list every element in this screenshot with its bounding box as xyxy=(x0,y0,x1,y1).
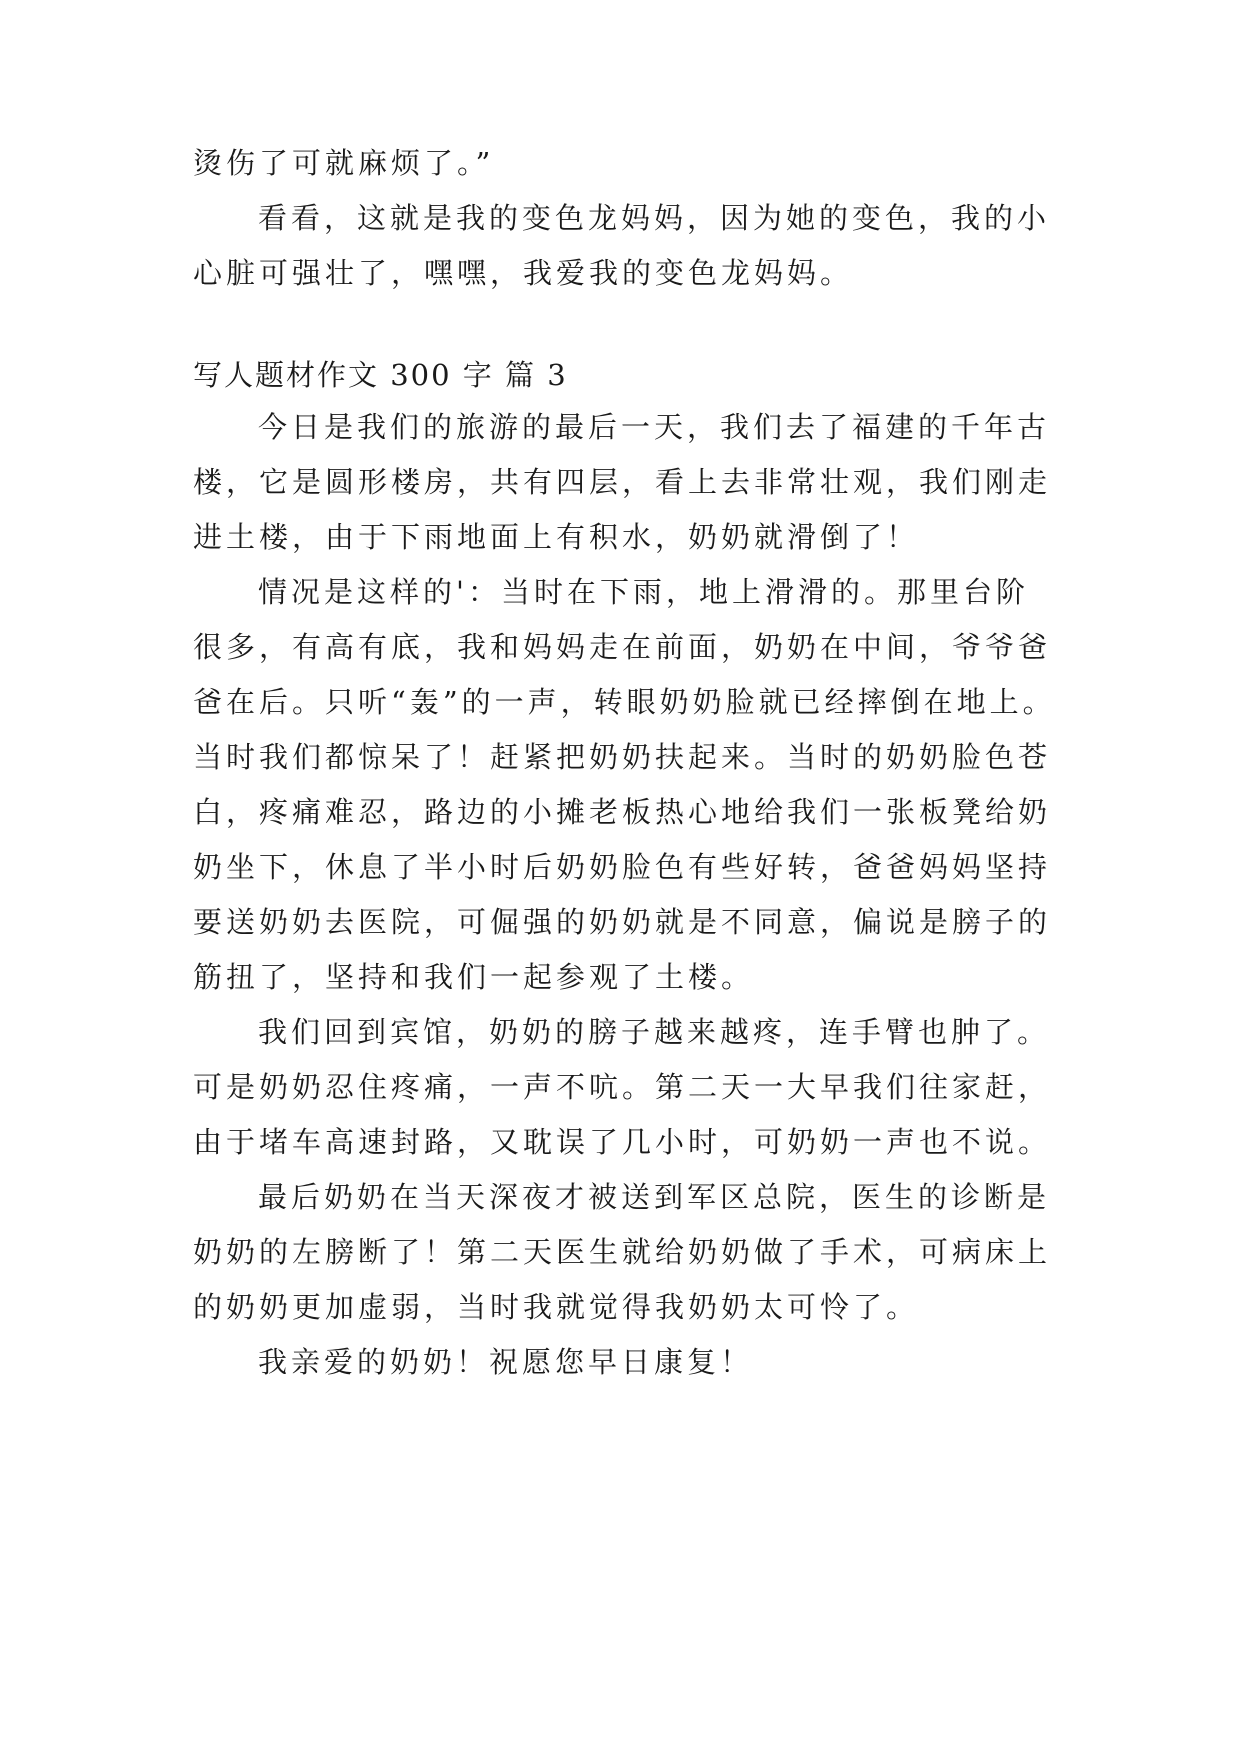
text-line: 由于堵车高速封路，又耽误了几小时，可奶奶一声也不说。 xyxy=(193,1125,1052,1159)
text-line: 楼，它是圆形楼房，共有四层，看上去非常壮观，我们刚走 xyxy=(193,465,1052,499)
paragraph-start: 我们回到宾馆，奶奶的膀子越来越疼，连手臂也肿了。 xyxy=(258,1015,1051,1049)
text-line: 爸在后。只听“轰”的一声，转眼奶奶脸就已经摔倒在地上。 xyxy=(193,685,1056,719)
paragraph-start: 最后奶奶在当天深夜才被送到军区总院，医生的诊断是 xyxy=(258,1180,1051,1214)
text-line: 进土楼，由于下雨地面上有积水，奶奶就滑倒了！ xyxy=(193,520,920,554)
text-line: 心脏可强壮了，嘿嘿，我爱我的变色龙妈妈。 xyxy=(193,256,854,290)
text-line: 白，疼痛难忍，路边的小摊老板热心地给我们一张板凳给奶 xyxy=(193,795,1052,829)
text-line: 很多，有高有底，我和妈妈走在前面，奶奶在中间，爷爷爸 xyxy=(193,630,1052,664)
text-line: 可是奶奶忍住疼痛，一声不吭。第二天一大早我们往家赶， xyxy=(193,1070,1052,1104)
section-heading: 写人题材作文 300 字 篇 3 xyxy=(193,358,568,392)
text-line: 烫伤了可就麻烦了。” xyxy=(193,146,495,180)
text-line: 奶坐下，休息了半小时后奶奶脸色有些好转，爸爸妈妈坚持 xyxy=(193,850,1052,884)
paragraph-start: 情况是这样的'：当时在下雨，地上滑滑的。那里台阶 xyxy=(258,575,1029,609)
paragraph-start: 今日是我们的旅游的最后一天，我们去了福建的千年古 xyxy=(258,410,1051,444)
text-line: 要送奶奶去医院，可倔强的奶奶就是不同意，偏说是膀子的 xyxy=(193,905,1052,939)
paragraph-start: 看看，这就是我的变色龙妈妈，因为她的变色，我的小 xyxy=(258,201,1051,235)
text-line: 筋扭了，坚持和我们一起参观了土楼。 xyxy=(193,960,755,994)
paragraph-start: 我亲爱的奶奶！祝愿您早日康复！ xyxy=(258,1345,754,1379)
text-line: 当时我们都惊呆了！赶紧把奶奶扶起来。当时的奶奶脸色苍 xyxy=(193,740,1052,774)
text-line: 奶奶的左膀断了！第二天医生就给奶奶做了手术，可病床上 xyxy=(193,1235,1052,1269)
text-line: 的奶奶更加虚弱，当时我就觉得我奶奶太可怜了。 xyxy=(193,1290,920,1324)
